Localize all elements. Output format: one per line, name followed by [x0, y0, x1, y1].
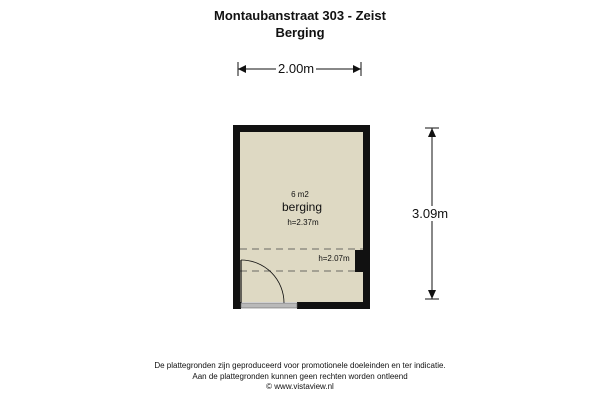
- floor-title: Berging: [275, 25, 325, 40]
- width-label: 2.00m: [278, 61, 315, 76]
- wall-fixture: [355, 250, 363, 272]
- disclaimer-line-1: De plattegronden zijn geproduceerd voor promotionele doeleinden en ter indicatie.: [154, 361, 446, 370]
- room-name: berging: [281, 200, 323, 214]
- room-ceiling-height: h=2.37m: [287, 218, 319, 227]
- room-area: 6 m2: [291, 190, 309, 199]
- slope-height: h=2.07m: [318, 254, 350, 263]
- disclaimer-line-2: Aan de plattegronden kunnen geen rechten worden ontleend: [192, 372, 408, 381]
- address-title: Montaubanstraat 303 - Zeist: [214, 8, 386, 23]
- copyright-link[interactable]: © www.vistaview.nl: [266, 382, 334, 391]
- height-label: 3.09m: [412, 206, 449, 221]
- room-floor: [240, 132, 363, 302]
